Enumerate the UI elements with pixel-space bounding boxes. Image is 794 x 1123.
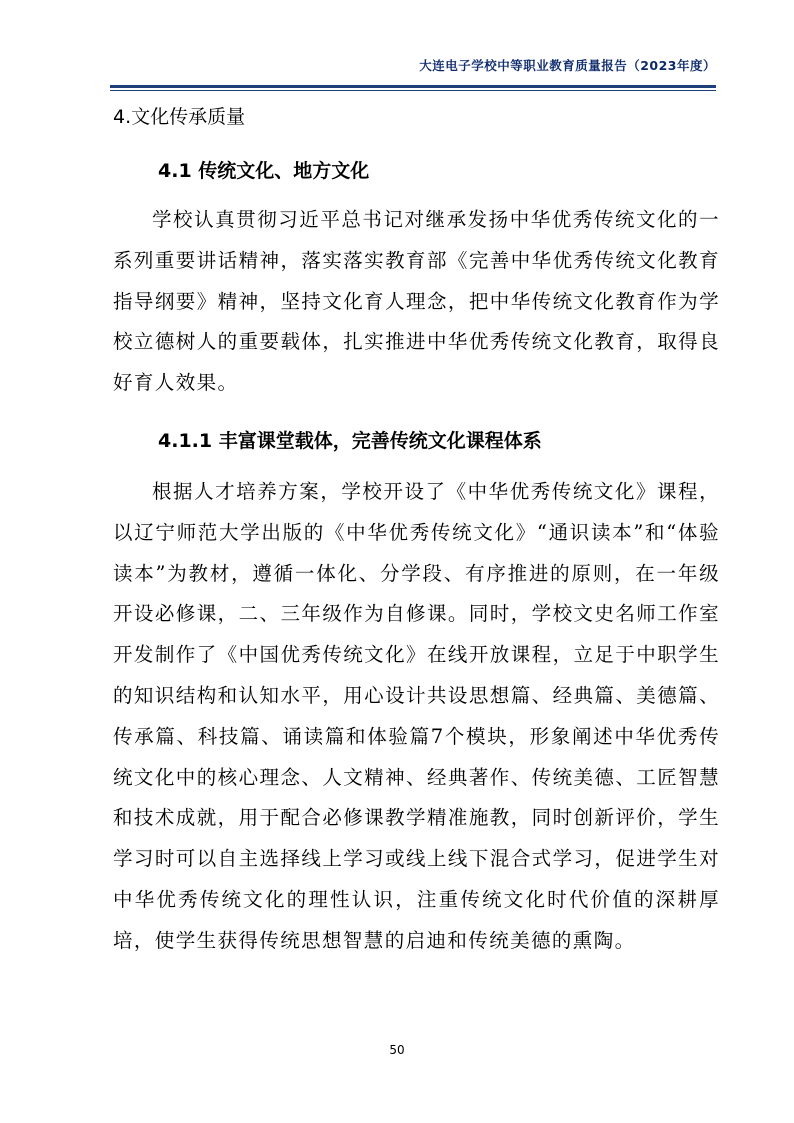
subsection-heading: 4.1 传统文化、地方文化 (158, 160, 370, 182)
subsubsection-heading: 4.1.1 丰富课堂载体，完善传统文化课程体系 (158, 430, 542, 452)
header-rule-thin (110, 90, 716, 91)
page-number: 50 (389, 1043, 405, 1057)
header-title: 大连电子学校中等职业教育质量报告（2023年度） (419, 58, 716, 73)
header-rule-thick (110, 85, 716, 88)
section-heading: 4.文化传承质量 (113, 106, 246, 128)
subsection-paragraph: 学校认真贯彻习近平总书记对继承发扬中华优秀传统文化的一系列重要讲话精神，落实落实教育部《完善中华优秀传统文化教育指导纲要》精神，坚持文化育人理念，把中华传统文化教育作为学校立德树人的重要载体，扎实推进中华优秀传统文化教育，取得良好育人效果。 (113, 208, 720, 395)
subsubsection-paragraph: 根据人才培养方案，学校开设了《中华优秀传统文化》课程，以辽宁师范大学出版的《中华优秀传统文化》“通识读本”和“体验读本”为教材，遵循一体化、分学段、有序推进的原则，在一年级开设必修课，二、三年级作为自修课。同时，学校文史名师工作室开发制作了《中国优秀传统文化》在线开放课程，立足于中职学生的知识结构和认知水平，用心设计共设思想篇、经典篇、美德篇、传承篇、科技篇、诵读篇和体验篇7个模块，形象阐述中华优秀传统文化中的核心理念、人文精神、经典著作、传统美德、工匠智慧和技术成就，用于配合必修课教学精准施教，同时创新评价，学生学习时可以自主选择线上学习或线上线下混合式学习，促进学生对中华优秀传统文化的理性认识，注重传统文化时代价值的深耕厚培，使学生获得传统思想智慧的启迪和传统美德的熏陶。 (113, 480, 720, 952)
